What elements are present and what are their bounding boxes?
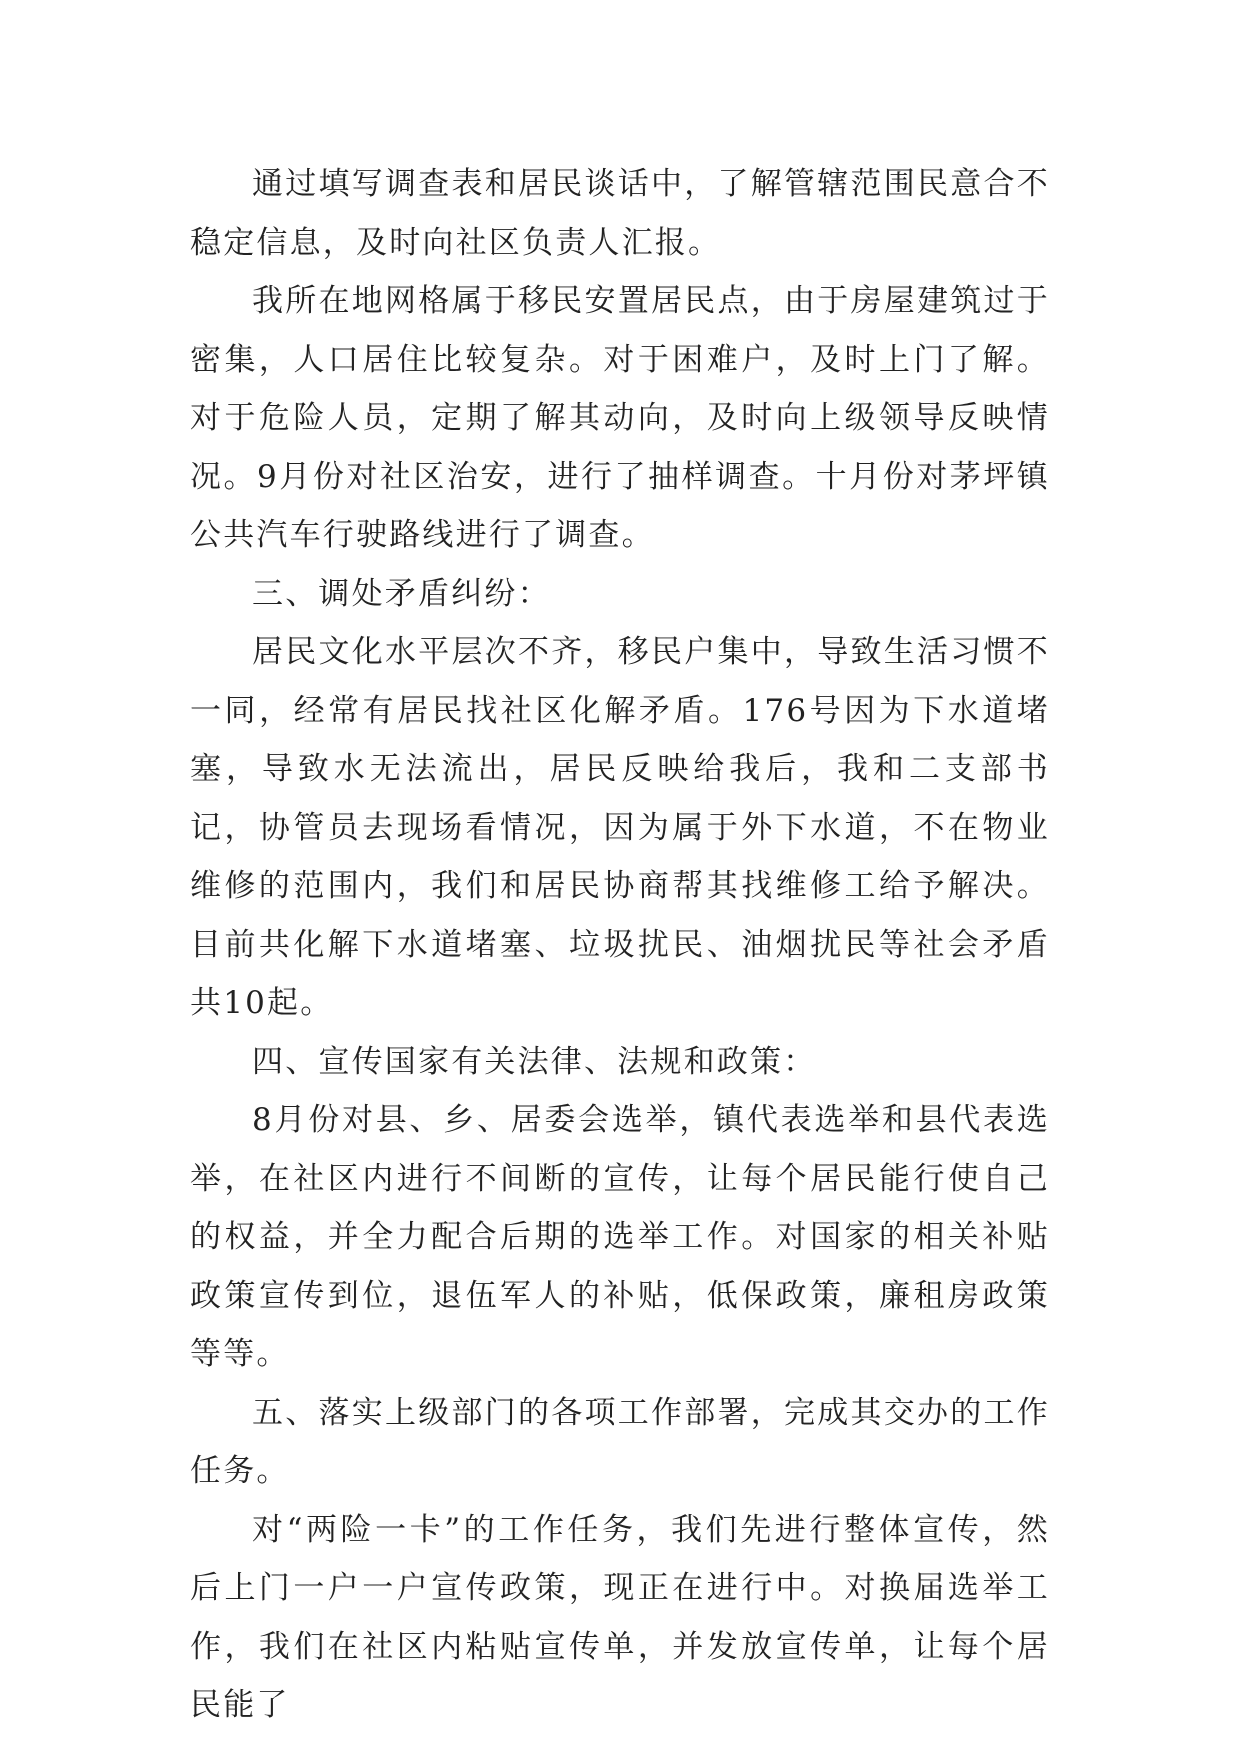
paragraph-survey-report: 通过填写调查表和居民谈话中，了解管辖范围民意合不稳定信息，及时向社区负责人汇报。 bbox=[190, 166, 1050, 261]
section-heading-publicity: 四、宣传国家有关法律、法规和政策： bbox=[252, 1043, 817, 1080]
paragraph-grid-residents: 我所在地网格属于移民安置居民点，由于房屋建筑过于密集，人口居住比较复杂。对于困难户，及时上门了解。对于危险人员，定期了解其动向，及时向上级领导反映情况。9月份对社区治安，进行了抽样调查。十月份对茅坪镇公共汽车行驶路线进行了调查。 bbox=[190, 283, 1050, 553]
section-heading-disputes: 三、调处矛盾纠纷： bbox=[252, 575, 551, 612]
paragraph-tasks: 对“两险一卡”的工作任务，我们先进行整体宣传，然后上门一户一户宣传政策，现正在进行中。对换届选举工作，我们在社区内粘贴宣传单，并发放宣传单，让每个居民能了 bbox=[190, 1511, 1050, 1723]
paragraph-disputes: 居民文化水平层次不齐，移民户集中，导致生活习惯不一同，经常有居民找社区化解矛盾。176号因为下水道堵塞，导致水无法流出，居民反映给我后，我和二支部书记，协管员去现场看情况，因为属于外下水道，不在物业维修的范围内，我们和居民协商帮其找维修工给予解决。目前共化解下水道堵塞、垃圾扰民、油烟扰民等社会矛盾共10起。 bbox=[190, 634, 1050, 1021]
document-body bbox=[190, 155, 1050, 1735]
section-heading-tasks: 五、落实上级部门的各项工作部署，完成其交办的工作任务。 bbox=[190, 1394, 1050, 1489]
paragraph-elections: 8月份对县、乡、居委会选举，镇代表选举和县代表选举，在社区内进行不间断的宣传，让每个居民能行使自己的权益，并全力配合后期的选举工作。对国家的相关补贴政策宣传到位，退伍军人的补贴，低保政策，廉租房政策等等。 bbox=[190, 1102, 1050, 1372]
